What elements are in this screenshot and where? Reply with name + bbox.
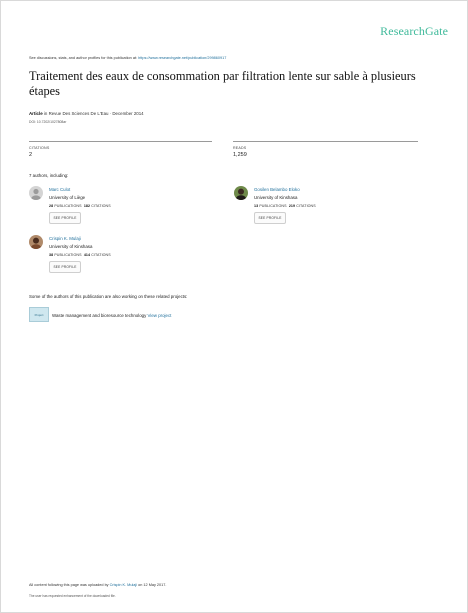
- author-citations-label: CITATIONS: [91, 204, 111, 208]
- author-card: [29, 186, 209, 236]
- author-name[interactable]: Marc Culot: [49, 187, 71, 192]
- author-publications-count: 38: [49, 253, 54, 257]
- author-card: [29, 235, 209, 285]
- avatar-photo-icon: [29, 235, 43, 249]
- article-type: Article: [29, 111, 43, 116]
- uploader-link[interactable]: Crispin K. Mulaji: [109, 583, 138, 587]
- article-meta: [29, 111, 144, 116]
- avatar-placeholder-icon: [29, 186, 43, 200]
- divider-citations: [29, 141, 212, 142]
- divider-reads: [233, 141, 418, 142]
- project-icon: [29, 307, 49, 322]
- reads-value: 1,259: [233, 152, 247, 158]
- brand-logo[interactable]: ResearchGate: [380, 24, 448, 38]
- related-projects-heading: Some of the authors of this publication are also working on these related projects:: [29, 294, 188, 299]
- author-citations-label: CITATIONS: [91, 253, 111, 257]
- project-icon-label: Project: [34, 313, 44, 317]
- author-stats: [49, 253, 111, 257]
- author-name[interactable]: Gosilen Belambo Eloko: [254, 187, 300, 192]
- author-institution: University of Kinshasa: [254, 195, 298, 200]
- avatar[interactable]: [234, 186, 248, 200]
- upload-note: [29, 583, 166, 587]
- upload-suffix: on 12 May 2017.: [137, 583, 167, 587]
- author-publications-label: PUBLICATIONS: [54, 253, 82, 257]
- reads-label: READS: [233, 146, 247, 150]
- author-card: [234, 186, 414, 236]
- citations-value: 2: [29, 152, 33, 158]
- avatar-photo-icon: [234, 186, 248, 200]
- publication-link[interactable]: https://www.researchgate.net/publication/299860917: [138, 56, 227, 60]
- upload-prefix: All content following this page was uploaded by: [29, 583, 110, 587]
- author-publications-count: 28: [49, 204, 54, 208]
- author-stats: [254, 204, 316, 208]
- project-name: Waste management and bioresource technology: [52, 313, 147, 318]
- author-publications-count: 13: [254, 204, 259, 208]
- author-name[interactable]: Crispin K. Mulaji: [49, 236, 81, 241]
- citations-label: CITATIONS: [29, 146, 50, 150]
- author-citations-count: 414: [83, 253, 91, 257]
- author-citations-count: 219: [288, 204, 296, 208]
- see-profile-button[interactable]: SEE PROFILE: [49, 212, 81, 224]
- author-publications-label: PUBLICATIONS: [54, 204, 82, 208]
- author-publications-label: PUBLICATIONS: [259, 204, 287, 208]
- doi: DOI: 10.7202/1027808ar: [29, 120, 67, 124]
- enhancement-note: The user has requested enhancement of the downloaded file.: [29, 594, 116, 598]
- see-profile-button[interactable]: SEE PROFILE: [49, 261, 81, 273]
- author-citations-count: 182: [83, 204, 91, 208]
- authors-heading: 7 authors, including:: [29, 173, 69, 178]
- publication-title: Traitement des eaux de consommation par filtration lente sur sable à plusieurs étapes: [29, 69, 416, 98]
- discussion-line: [29, 56, 449, 60]
- author-institution: University of Liège: [49, 195, 86, 200]
- journal-info[interactable]: Revue Des Sciences De L'Eau · December 2014: [48, 111, 144, 116]
- see-profile-button[interactable]: SEE PROFILE: [254, 212, 286, 224]
- article-in: in: [43, 111, 48, 116]
- author-stats: [49, 204, 111, 208]
- avatar[interactable]: [29, 235, 43, 249]
- author-institution: University of Kinshasa: [49, 244, 93, 249]
- project-item: [52, 313, 171, 318]
- author-citations-label: CITATIONS: [296, 204, 316, 208]
- discussion-prefix: See discussions, stats, and author profiles for this publication at:: [29, 56, 139, 60]
- avatar[interactable]: [29, 186, 43, 200]
- view-project-link[interactable]: View project: [147, 313, 172, 318]
